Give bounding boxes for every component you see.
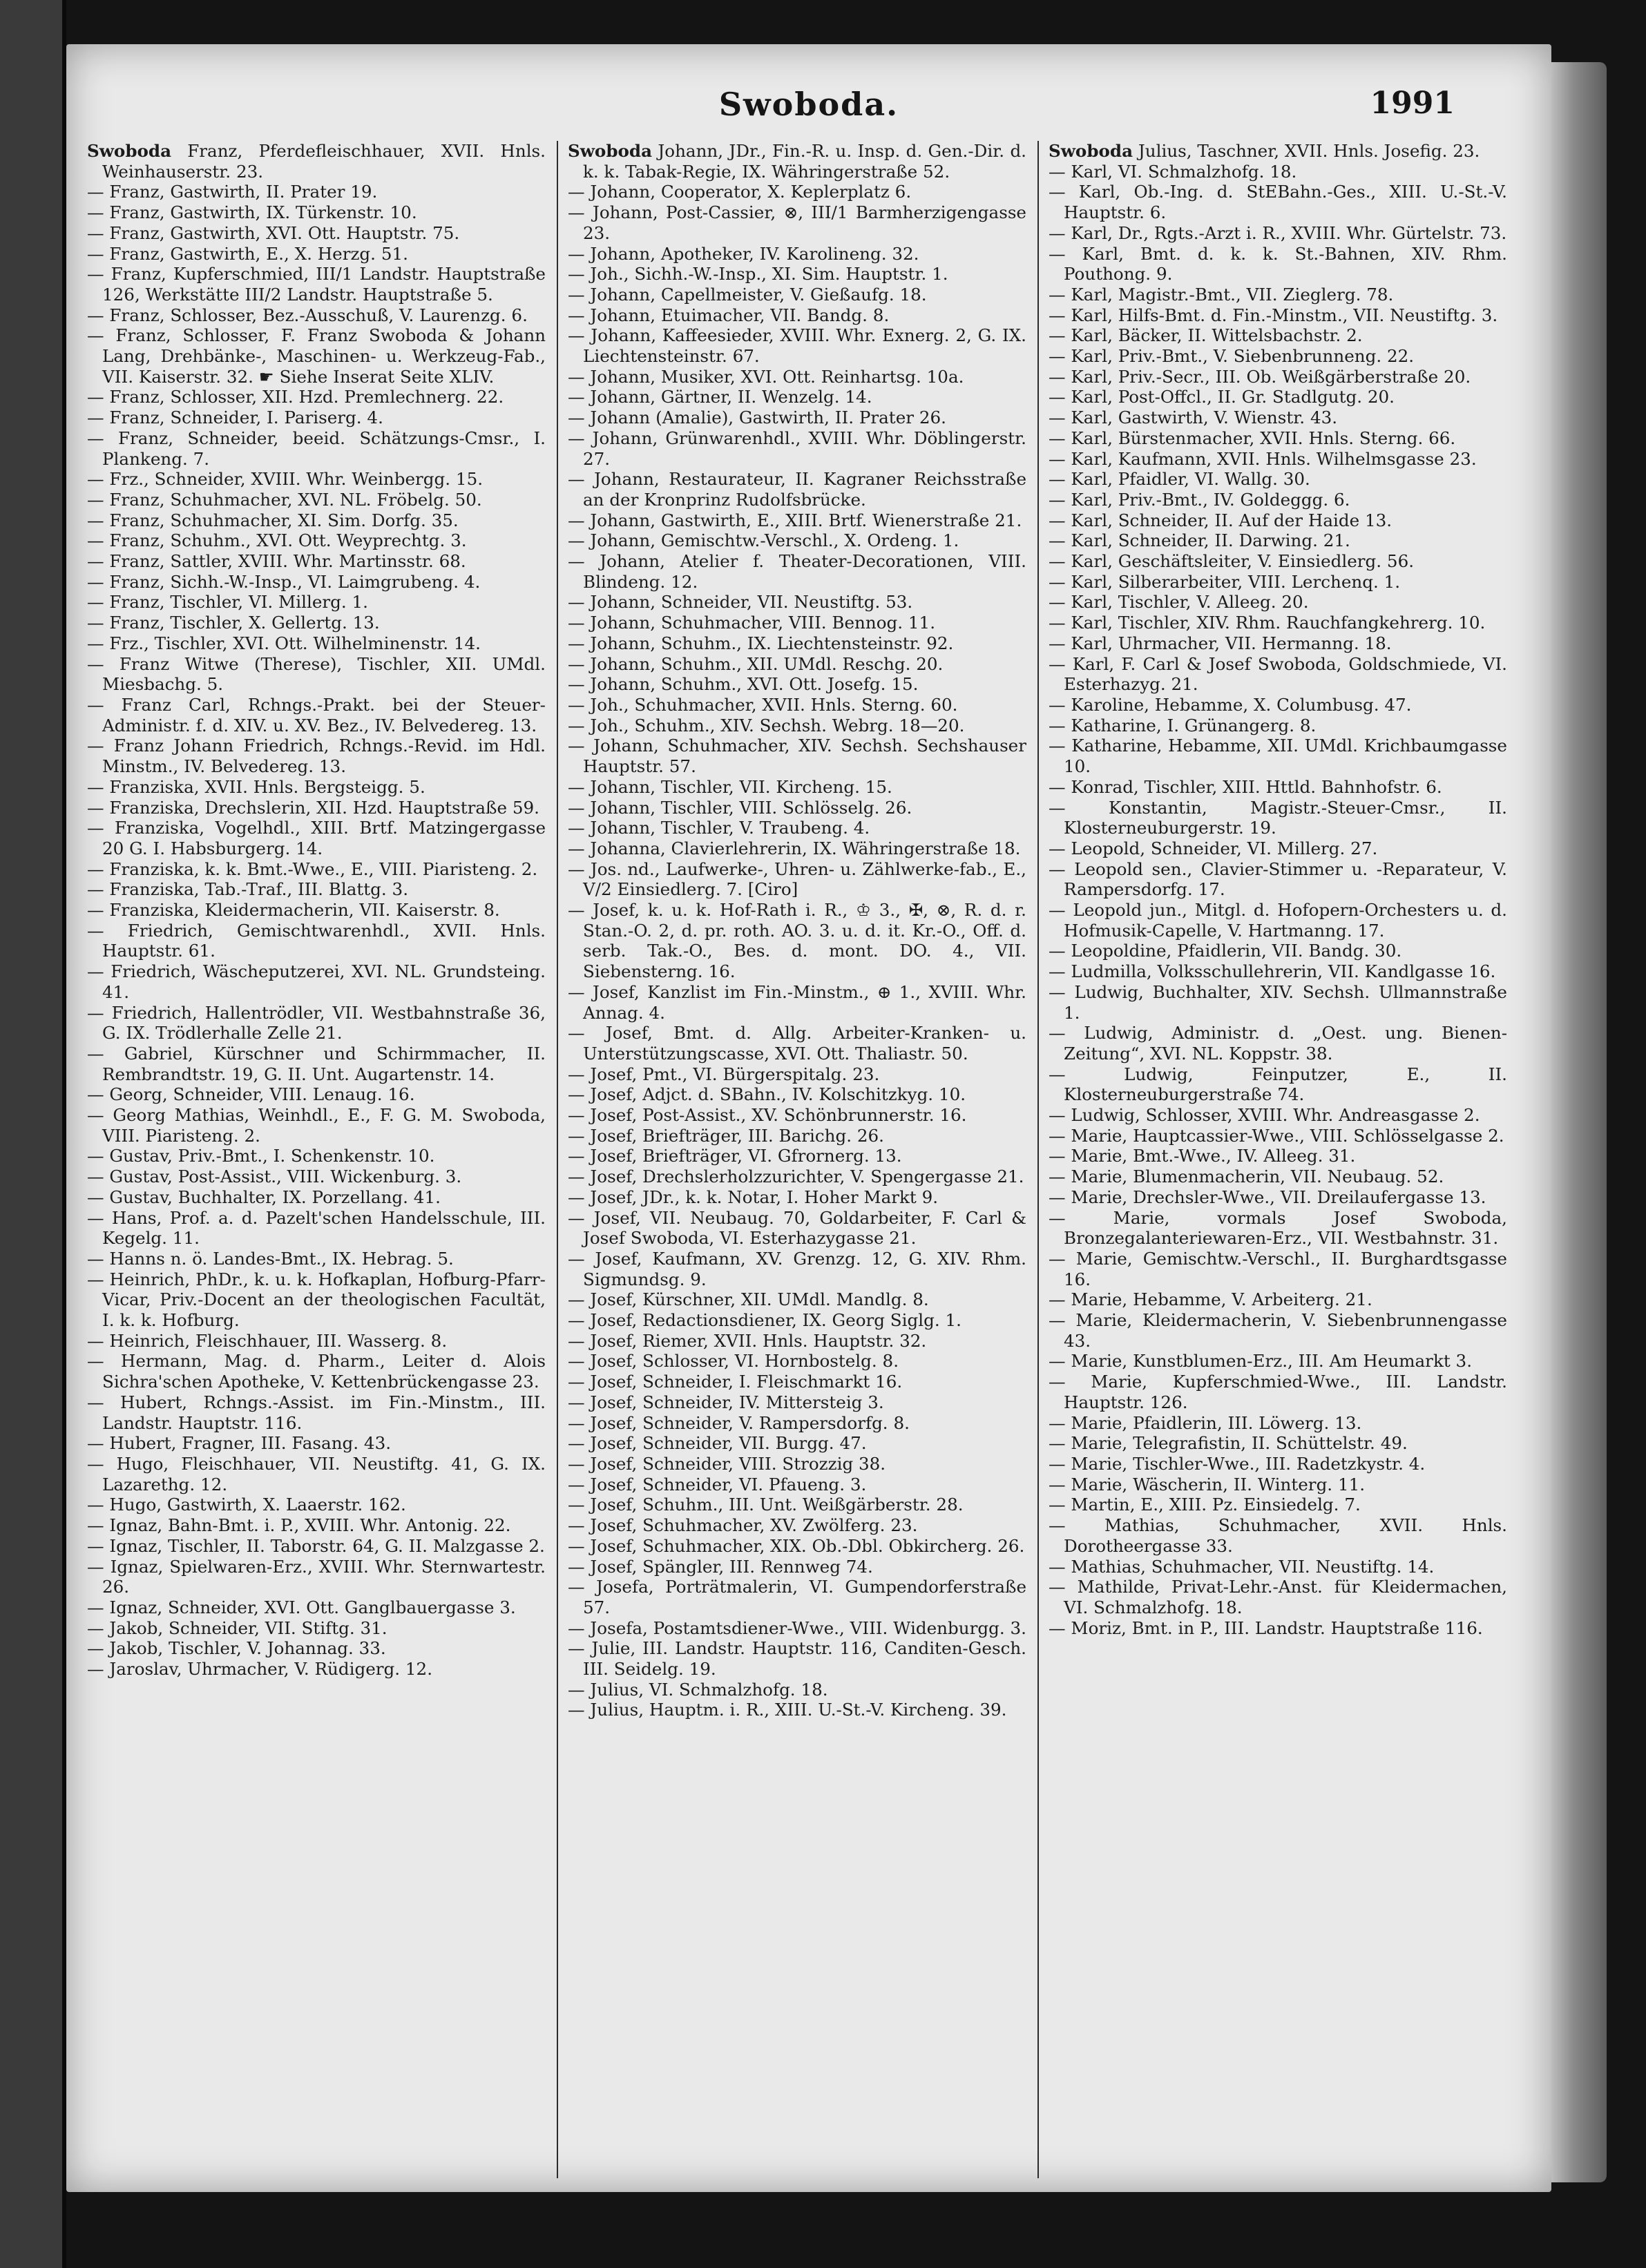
directory-entry: — Georg Mathias, Weinhdl., E., F. G. M. Swoboda, VIII. Piaristeng. 2. — [87, 1105, 546, 1146]
directory-entry: — Heinrich, Fleischhauer, III. Wasserg. 8. — [87, 1330, 448, 1351]
directory-entry: — Marie, Kunstblumen-Erz., III. Am Heumarkt 3. — [1049, 1351, 1473, 1372]
directory-entry: — Franz, Schlosser, Bez.-Ausschuß, V. Laurenzg. 6. — [87, 305, 528, 325]
directory-entry: — Franz, Tischler, X. Gellertg. 13. — [87, 613, 380, 633]
directory-entry: — Marie, Pfaidlerin, III. Löwerg. 13. — [1049, 1412, 1362, 1433]
directory-entry: — Josef, Riemer, XVII. Hnls. Hauptstr. 32. — [568, 1330, 927, 1351]
directory-entry: — Johann, Schuhm., IX. Liechtensteinstr. 92. — [568, 633, 954, 653]
directory-entry: — Josef, Pmt., VI. Bürgerspitalg. 23. — [568, 1064, 880, 1084]
directory-entry: — Josef, Briefträger, VI. Gfrornerg. 13. — [568, 1146, 902, 1166]
directory-entry: — Franz, Sattler, XVIII. Whr. Martinsstr. 68. — [87, 551, 466, 572]
directory-entry: — Marie, Gemischtw.-Verschl., II. Burghardtsgasse 16. — [1049, 1248, 1507, 1289]
directory-entry: — Johann, Schneider, VII. Neustiftg. 53. — [568, 592, 913, 613]
directory-entry: — Josef, Schuhmacher, XIX. Ob.-Dbl. Obkircherg. 26. — [568, 1535, 1025, 1556]
directory-entry: — Friedrich, Gemischtwarenhdl., XVII. Hnls. Hauptstr. 61. — [87, 920, 546, 961]
directory-entry: — Johann, Kaffeesieder, XVIII. Whr. Exnerg. 2, G. IX. Liechtensteinstr. 67. — [568, 325, 1026, 367]
directory-entry: — Franz, Schlosser, F. Franz Swoboda & Johann Lang, Drehbänke-, Maschinen- u. Werkzeug-Fab., VII. Kaiserstr. 32. ☛ Siehe Inserat Seite XLIV. — [87, 325, 546, 387]
column-1 — [87, 141, 546, 2178]
directory-entry: — Franziska, Drechslerin, XII. Hzd. Hauptstraße 59. — [87, 797, 539, 818]
directory-entry: — Julius, Hauptm. i. R., XIII. U.-St.-V. Kircheng. 39. — [568, 1700, 1007, 1720]
directory-entry: — Johann, Tischler, VIII. Schlösselg. 26. — [568, 797, 912, 818]
directory-entry: — Joh., Schuhm., XIV. Sechsh. Webrg. 18—20. — [568, 715, 965, 736]
directory-entry: — Johann, Gärtner, II. Wenzelg. 14. — [568, 387, 872, 407]
directory-entry: — Josef, Redactionsdiener, IX. Georg Siglg. 1. — [568, 1310, 961, 1331]
directory-entry: — Martin, E., XIII. Pz. Einsiedelg. 7. — [1049, 1495, 1361, 1515]
directory-entry: — Franz, Gastwirth, IX. Türkenstr. 10. — [87, 202, 417, 223]
directory-entry: — Franz, Schuhm., XVI. Ott. Weyprechtg. 3. — [87, 530, 467, 551]
directory-entry: — Johann, Gemischtw.-Verschl., X. Ordeng. 1. — [568, 530, 959, 551]
directory-entry: — Konrad, Tischler, XIII. Httld. Bahnhofstr. 6. — [1049, 776, 1442, 797]
directory-entry: — Ignaz, Bahn-Bmt. i. P., XVIII. Whr. Antonig. 22. — [87, 1515, 511, 1536]
directory-entry: — Josef, Bmt. d. Allg. Arbeiter-Kranken- u. Unterstützungscasse, XVI. Ott. Thaliastr. 50. — [568, 1023, 1026, 1064]
directory-entry: — Johann, Musiker, XVI. Ott. Reinhartsg. 10a. — [568, 366, 964, 387]
directory-entry: — Josef, Kanzlist im Fin.-Minstm., ⊕ 1., XVIII. Whr. Annag. 4. — [568, 981, 1026, 1023]
page-title: Swoboda. — [718, 86, 899, 123]
directory-entry: — Joh., Schuhmacher, XVII. Hnls. Sterng. 60. — [568, 694, 958, 715]
directory-entry: — Karl, Ob.-Ing. d. StEBahn.-Ges., XIII. U.-St.-V. Hauptstr. 6. — [1049, 182, 1507, 223]
directory-entry: — Johann, Restaurateur, II. Kagraner Reichsstraße an der Kronprinz Rudolfsbrücke. — [568, 469, 1026, 510]
directory-entry: — Hubert, Fragner, III. Fasang. 43. — [87, 1433, 392, 1454]
directory-entry: — Karl, Kaufmann, XVII. Hnls. Wilhelmsgasse 23. — [1049, 448, 1477, 469]
directory-entry: — Johann, Schuhmacher, VIII. Bennog. 11. — [568, 613, 936, 633]
directory-entry: — Josef, Briefträger, III. Barichg. 26. — [568, 1125, 884, 1146]
directory-entry: — Hugo, Fleischhauer, VII. Neustiftg. 41, G. IX. Lazarethg. 12. — [87, 1454, 546, 1495]
directory-entry: — Josef, VII. Neubaug. 70, Goldarbeiter, F. Carl & Josef Swoboda, VI. Esterhazygasse 21. — [568, 1207, 1026, 1249]
directory-entry: — Johann, Tischler, V. Traubeng. 4. — [568, 818, 870, 838]
directory-entry: — Jakob, Schneider, VII. Stiftg. 31. — [87, 1617, 387, 1638]
directory-entry: — Karl, Schneider, II. Darwing. 21. — [1049, 530, 1350, 551]
directory-entry: — Marie, Kupferschmied-Wwe., III. Landstr. Hauptstr. 126. — [1049, 1372, 1507, 1412]
directory-entry: — Ludmilla, Volksschullehrerin, VII. Kandlgasse 16. — [1049, 961, 1496, 982]
directory-entry: — Josef, k. u. k. Hof-Rath i. R., ♔ 3., ✠, ⊗, R. d. r. Stan.-O. 2, d. pr. roth. AO. 3. u. d. it. Kr.-O., Off. d. serb. Tak.-O., Bes. d. mont. DO. 4., VII. Siebensterng. 16. — [568, 900, 1026, 982]
running-head — [66, 86, 1551, 141]
directory-entry: — Franz, Schuhmacher, XVI. NL. Fröbelg. 50. — [87, 489, 482, 510]
column-2 — [568, 141, 1026, 2178]
directory-entry: — Franz Johann Friedrich, Rchngs.-Revid. im Hdl. Minstm., IV. Belvedereg. 13. — [87, 736, 546, 777]
directory-entry: — Jos. nd., Laufwerke-, Uhren- u. Zählwerke-fab., E., V/2 Einsiedlerg. 7. [Ciro] — [568, 858, 1026, 900]
directory-entry: — Karl, Magistr.-Bmt., VII. Zieglerg. 78. — [1049, 284, 1394, 305]
directory-entry: — Franz, Sichh.-W.-Insp., VI. Laimgrubeng. 4. — [87, 571, 481, 592]
directory-entry: — Franz, Schneider, beeid. Schätzungs-Cmsr., I. Plankeng. 7. — [87, 427, 546, 469]
directory-entry: — Marie, Bmt.-Wwe., IV. Alleeg. 31. — [1049, 1146, 1356, 1166]
directory-entry: — Josef, Schuhm., III. Unt. Weißgärberstr. 28. — [568, 1495, 964, 1515]
directory-entry: — Franz, Gastwirth, II. Prater 19. — [87, 182, 378, 202]
directory-entry: — Johann, Schuhm., XII. UMdl. Reschg. 20. — [568, 653, 944, 674]
directory-entry: — Gustav, Priv.-Bmt., I. Schenkenstr. 10. — [87, 1146, 435, 1166]
directory-entry: — Marie, Drechsler-Wwe., VII. Dreilaufergasse 13. — [1049, 1186, 1486, 1207]
directory-entry: — Franziska, XVII. Hnls. Bergsteigg. 5. — [87, 776, 425, 797]
directory-entry: Swoboda Johann, JDr., Fin.-R. u. Insp. d. Gen.-Dir. d. k. k. Tabak-Regie, IX. Währingerstraße 52. — [568, 141, 1026, 182]
directory-entry: — Johann, Etuimacher, VII. Bandg. 8. — [568, 305, 890, 325]
directory-entry: — Karl, Dr., Rgts.-Arzt i. R., XVIII. Whr. Gürtelstr. 73. — [1049, 222, 1507, 243]
directory-entry: — Gustav, Post-Assist., VIII. Wickenburg. 3. — [87, 1166, 462, 1187]
directory-page — [66, 44, 1551, 2192]
directory-entry: — Johann (Amalie), Gastwirth, II. Prater 26. — [568, 407, 946, 428]
directory-entry: — Karl, VI. Schmalzhofg. 18. — [1049, 161, 1297, 182]
directory-entry: — Johann, Cooperator, X. Keplerplatz 6. — [568, 182, 912, 202]
directory-entry: — Marie, Kleidermacherin, V. Siebenbrunnengasse 43. — [1049, 1310, 1507, 1351]
directory-entry: — Karl, Tischler, XIV. Rhm. Rauchfangkehrerg. 10. — [1049, 613, 1486, 633]
directory-entry: — Marie, Hebamme, V. Arbeiterg. 21. — [1049, 1289, 1372, 1310]
directory-entry: — Leopold, Schneider, VI. Millerg. 27. — [1049, 838, 1378, 858]
directory-entry: — Franziska, Kleidermacherin, VII. Kaiserstr. 8. — [87, 900, 500, 921]
directory-entry: — Hans, Prof. a. d. Pazelt'schen Handelsschule, III. Kegelg. 11. — [87, 1207, 546, 1249]
column-divider-1 — [557, 141, 558, 2178]
column-divider-2 — [1037, 141, 1039, 2178]
directory-entry: — Friedrich, Wäscheputzerei, XVI. NL. Grundsteing. 41. — [87, 961, 546, 1002]
directory-entry: — Karl, Post-Offcl., II. Gr. Stadlgutg. 20. — [1049, 387, 1395, 407]
directory-entry: — Frz., Schneider, XVIII. Whr. Weinbergg. 15. — [87, 469, 484, 490]
directory-entry: — Josefa, Postamtsdiener-Wwe., VIII. Widenburgg. 3. — [568, 1617, 1026, 1638]
directory-entry: — Franz, Schlosser, XII. Hzd. Premlechnerg. 22. — [87, 387, 504, 407]
directory-entry: — Leopold jun., Mitgl. d. Hofopern-Orchesters u. d. Hofmusik-Capelle, V. Hartmanng. 17. — [1049, 900, 1507, 941]
directory-entry: — Marie, Telegrafistin, II. Schüttelstr. 49. — [1049, 1433, 1408, 1454]
directory-entry: — Franz Witwe (Therese), Tischler, XII. UMdl. Miesbachg. 5. — [87, 653, 546, 695]
column-3 — [1049, 141, 1507, 2178]
directory-entry: — Mathias, Schuhmacher, XVII. Hnls. Dorotheergasse 33. — [1049, 1515, 1507, 1556]
surname-heading: Swoboda — [1049, 141, 1133, 161]
directory-entry: — Franz, Schuhmacher, XI. Sim. Dorfg. 35. — [87, 510, 459, 530]
directory-entry: — Karl, Priv.-Secr., III. Ob. Weißgärberstraße 20. — [1049, 366, 1471, 387]
directory-entry: — Leopoldine, Pfaidlerin, VII. Bandg. 30. — [1049, 941, 1402, 961]
directory-entry: — Karl, Silberarbeiter, VIII. Lerchenq. 1. — [1049, 571, 1401, 592]
directory-entry: — Josef, Adjct. d. SBahn., IV. Kolschitzkyg. 10. — [568, 1084, 966, 1105]
directory-entry: — Josef, Schuhmacher, XV. Zwölferg. 23. — [568, 1515, 918, 1536]
directory-entry: — Julie, III. Landstr. Hauptstr. 116, Canditen-Gesch. III. Seidelg. 19. — [568, 1638, 1026, 1680]
directory-entry: — Karoline, Hebamme, X. Columbusg. 47. — [1049, 694, 1412, 715]
directory-entry: — Karl, Bmt. d. k. k. St.-Bahnen, XIV. Rhm. Pouthong. 9. — [1049, 243, 1507, 285]
directory-entry: — Karl, Priv.-Bmt., IV. Goldeggg. 6. — [1049, 489, 1350, 510]
directory-entry: — Johann, Schuhm., XVI. Ott. Josefg. 15. — [568, 674, 919, 695]
directory-entry: Swoboda Franz, Pferdefleischhauer, XVII. Hnls. Weinhauserstr. 23. — [87, 141, 546, 182]
previous-page-edge — [0, 0, 66, 2268]
directory-entry: — Josef, Drechslerholzzurichter, V. Spengergasse 21. — [568, 1166, 1024, 1187]
directory-entry: — Hanns n. ö. Landes-Bmt., IX. Hebrag. 5. — [87, 1248, 454, 1269]
directory-entry: — Franz, Gastwirth, XVI. Ott. Hauptstr. 75. — [87, 222, 460, 243]
directory-entry: — Karl, Schneider, II. Auf der Haide 13. — [1049, 510, 1393, 530]
directory-entry: — Marie, vormals Josef Swoboda, Bronzegalanteriewaren-Erz., VII. Westbahnstr. 31. — [1049, 1207, 1507, 1249]
directory-entry: — Johann, Schuhmacher, XIV. Sechsh. Sechshauser Hauptstr. 57. — [568, 736, 1026, 777]
directory-entry: — Gustav, Buchhalter, IX. Porzellang. 41. — [87, 1186, 441, 1207]
directory-entry: — Johanna, Clavierlehrerin, IX. Währingerstraße 18. — [568, 838, 1021, 858]
directory-entry: — Johann, Apotheker, IV. Karolineng. 32. — [568, 243, 919, 264]
directory-entry: — Konstantin, Magistr.-Steuer-Cmsr., II. Klosterneuburgerstr. 19. — [1049, 797, 1507, 838]
directory-entry: — Johann, Capellmeister, V. Gießaufg. 18. — [568, 284, 927, 305]
directory-entry: — Katharine, I. Grünangerg. 8. — [1049, 715, 1317, 736]
directory-entry: — Karl, Bäcker, II. Wittelsbachstr. 2. — [1049, 325, 1363, 346]
surname-heading: Swoboda — [87, 141, 172, 161]
directory-entry: — Johann, Atelier f. Theater-Decorationen, VIII. Blindeng. 12. — [568, 551, 1026, 592]
directory-entry: — Karl, Bürstenmacher, XVII. Hnls. Sterng. 66. — [1049, 427, 1456, 448]
directory-entry: — Josefa, Porträtmalerin, VI. Gumpendorferstraße 57. — [568, 1577, 1026, 1617]
directory-entry: — Hubert, Rchngs.-Assist. im Fin.-Minstm., III. Landstr. Hauptstr. 116. — [87, 1392, 546, 1433]
page-number: 1991 — [1370, 86, 1455, 121]
directory-entry: — Franziska, Tab.-Traf., III. Blattg. 3. — [87, 879, 409, 900]
directory-entry: — Marie, Hauptcassier-Wwe., VIII. Schlösselgasse 2. — [1049, 1125, 1504, 1146]
directory-entry: — Johann, Tischler, VII. Kircheng. 15. — [568, 776, 892, 797]
directory-entry: — Friedrich, Hallentrödler, VII. Westbahnstraße 36, G. IX. Trödlerhalle Zelle 21. — [87, 1002, 546, 1044]
directory-entry: — Ludwig, Buchhalter, XIV. Sechsh. Ullmannstraße 1. — [1049, 981, 1507, 1023]
directory-entry: — Franz, Schneider, I. Pariserg. 4. — [87, 407, 383, 428]
directory-entry: — Karl, Tischler, V. Alleeg. 20. — [1049, 592, 1309, 613]
directory-entry: — Mathilde, Privat-Lehr.-Anst. für Kleidermachen, VI. Schmalzhofg. 18. — [1049, 1577, 1507, 1617]
directory-entry: — Heinrich, PhDr., k. u. k. Hofkaplan, Hofburg-Pfarr-Vicar, Priv.-Docent an der theologischen Facultät, I. k. k. Hofburg. — [87, 1269, 546, 1331]
directory-entry: — Leopold sen., Clavier-Stimmer u. -Reparateur, V. Rampersdorfg. 17. — [1049, 858, 1507, 900]
directory-entry: — Marie, Wäscherin, II. Winterg. 11. — [1049, 1474, 1366, 1495]
directory-entry: Swoboda Julius, Taschner, XVII. Hnls. Josefig. 23. — [1049, 141, 1480, 161]
directory-entry: — Josef, Schlosser, VI. Hornbostelg. 8. — [568, 1351, 899, 1372]
directory-entry: — Josef, Schneider, VI. Pfaueng. 3. — [568, 1474, 867, 1495]
entry-columns — [87, 141, 1510, 2178]
directory-entry: — Ignaz, Spielwaren-Erz., XVIII. Whr. Sternwartestr. 26. — [87, 1556, 546, 1597]
directory-entry: — Josef, Kürschner, XII. UMdl. Mandlg. 8. — [568, 1289, 929, 1310]
directory-entry: — Katharine, Hebamme, XII. UMdl. Krichbaumgasse 10. — [1049, 736, 1507, 777]
directory-entry: — Karl, Pfaidler, VI. Wallg. 30. — [1049, 469, 1310, 490]
directory-entry: — Marie, Blumenmacherin, VII. Neubaug. 52. — [1049, 1166, 1444, 1187]
directory-entry: — Frz., Tischler, XVI. Ott. Wilhelminenstr. 14. — [87, 633, 481, 653]
directory-entry: — Gabriel, Kürschner und Schirmmacher, II. Rembrandtstr. 19, G. II. Unt. Augartenstr. 14. — [87, 1043, 546, 1084]
directory-entry: — Julius, VI. Schmalzhofg. 18. — [568, 1679, 828, 1700]
directory-entry: — Josef, Schneider, I. Fleischmarkt 16. — [568, 1372, 903, 1392]
directory-entry: — Johann, Gastwirth, E., XIII. Brtf. Wienerstraße 21. — [568, 510, 1022, 530]
directory-entry: — Karl, Uhrmacher, VII. Hermanng. 18. — [1049, 633, 1392, 653]
directory-entry: — Joh., Sichh.-W.-Insp., XI. Sim. Hauptstr. 1. — [568, 264, 948, 285]
directory-entry: — Moriz, Bmt. in P., III. Landstr. Hauptstraße 116. — [1049, 1617, 1483, 1638]
directory-entry: — Josef, Schneider, VIII. Strozzig 38. — [568, 1454, 886, 1474]
directory-entry: — Josef, Kaufmann, XV. Grenzg. 12, G. XIV. Rhm. Sigmundsg. 9. — [568, 1248, 1026, 1289]
directory-entry: — Ludwig, Administr. d. „Oest. ung. Bienen-Zeitung“, XVI. NL. Koppstr. 38. — [1049, 1023, 1507, 1064]
directory-entry: — Ludwig, Schlosser, XVIII. Whr. Andreasgasse 2. — [1049, 1105, 1480, 1126]
directory-entry: — Jakob, Tischler, V. Johannag. 33. — [87, 1638, 386, 1659]
directory-entry: — Karl, Hilfs-Bmt. d. Fin.-Minstm., VII. Neustiftg. 3. — [1049, 305, 1498, 325]
directory-entry: — Franz, Kupferschmied, III/1 Landstr. Hauptstraße 126, Werkstätte III/2 Landstr. Hauptstraße 5. — [87, 264, 546, 305]
directory-entry: — Ignaz, Schneider, XVI. Ott. Ganglbauergasse 3. — [87, 1597, 516, 1617]
directory-entry: — Karl, Geschäftsleiter, V. Einsiedlerg. 56. — [1049, 551, 1415, 572]
directory-entry: — Franz, Gastwirth, E., X. Herzg. 51. — [87, 243, 408, 264]
page-stack-edge — [1551, 62, 1607, 2182]
directory-entry: — Hugo, Gastwirth, X. Laaerstr. 162. — [87, 1495, 406, 1515]
directory-entry: — Johann, Grünwarenhdl., XVIII. Whr. Döblingerstr. 27. — [568, 427, 1026, 469]
directory-entry: — Mathias, Schuhmacher, VII. Neustiftg. 14. — [1049, 1556, 1435, 1577]
directory-entry: — Franz Carl, Rchngs.-Prakt. bei der Steuer-Administr. f. d. XIV. u. XV. Bez., IV. Belvedereg. 13. — [87, 694, 546, 736]
directory-entry: — Franz, Tischler, VI. Millerg. 1. — [87, 592, 368, 613]
surname-heading: Swoboda — [568, 141, 653, 161]
directory-entry: — Georg, Schneider, VIII. Lenaug. 16. — [87, 1084, 415, 1105]
directory-entry: — Josef, JDr., k. k. Notar, I. Hoher Markt 9. — [568, 1186, 939, 1207]
directory-entry: — Josef, Schneider, IV. Mittersteig 3. — [568, 1392, 884, 1412]
directory-entry: — Franziska, k. k. Bmt.-Wwe., E., VIII. Piaristeng. 2. — [87, 858, 538, 879]
directory-entry: — Johann, Post-Cassier, ⊗, III/1 Barmherzigengasse 23. — [568, 202, 1026, 243]
directory-entry: — Karl, Priv.-Bmt., V. Siebenbrunneng. 22. — [1049, 346, 1415, 367]
directory-entry: — Karl, F. Carl & Josef Swoboda, Goldschmiede, VI. Esterhazyg. 21. — [1049, 653, 1507, 695]
directory-entry: — Hermann, Mag. d. Pharm., Leiter d. Alois Sichra'schen Apotheke, V. Kettenbrückengasse 23. — [87, 1351, 546, 1392]
directory-entry: — Karl, Gastwirth, V. Wienstr. 43. — [1049, 407, 1338, 428]
directory-entry: — Ignaz, Tischler, II. Taborstr. 64, G. II. Malzgasse 2. — [87, 1535, 545, 1556]
directory-entry: — Josef, Schneider, V. Rampersdorfg. 8. — [568, 1412, 910, 1433]
directory-entry: — Jaroslav, Uhrmacher, V. Rüdigerg. 12. — [87, 1659, 433, 1680]
directory-entry: — Josef, Spängler, III. Rennweg 74. — [568, 1556, 873, 1577]
directory-entry: — Josef, Post-Assist., XV. Schönbrunnerstr. 16. — [568, 1105, 967, 1126]
directory-entry: — Marie, Tischler-Wwe., III. Radetzkystr. 4. — [1049, 1454, 1426, 1474]
directory-entry: — Ludwig, Feinputzer, E., II. Klosterneuburgerstraße 74. — [1049, 1064, 1507, 1105]
directory-entry: — Franziska, Vogelhdl., XIII. Brtf. Matzingergasse 20 G. I. Habsburgerg. 14. — [87, 818, 546, 858]
directory-entry: — Josef, Schneider, VII. Burgg. 47. — [568, 1433, 867, 1454]
